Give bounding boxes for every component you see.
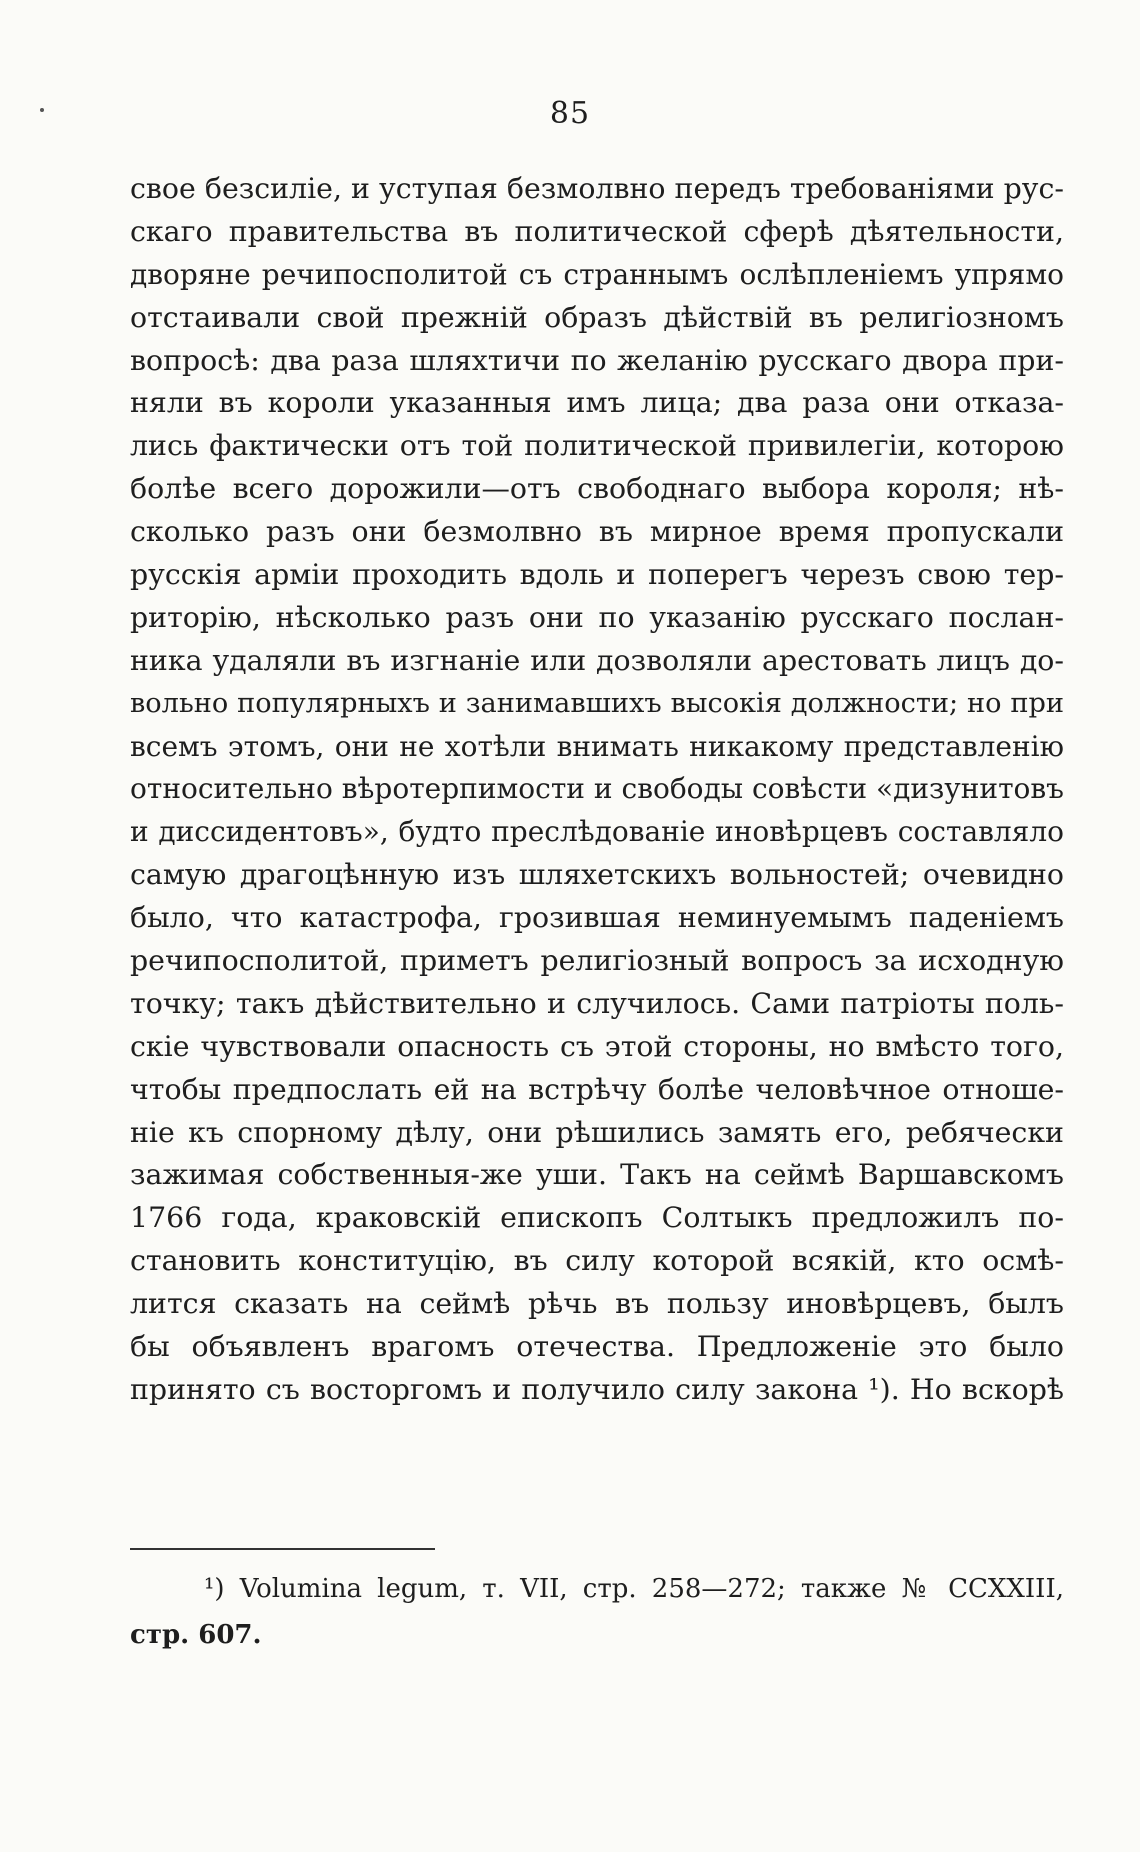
text-line: лится сказать на сеймѣ рѣчь въ пользу иновѣрцевъ, былъ [130,1287,1064,1321]
footnote-line [130,1612,1064,1658]
text-line: отстаивали свой прежній образъ дѣйствій въ религіозномъ [130,300,1064,334]
text-line: всемъ этомъ, они не хотѣли внимать никакому представленію [130,729,1064,763]
text-line: лись фактически отъ той политической привилегіи, которою [130,429,1064,463]
footnote [130,1566,1064,1658]
text-line: свое безсиліе, и уступая безмолвно передъ требованіями рус- [130,172,1064,205]
text-line: самую драгоцѣнную изъ шляхетскихъ вольностей; очевидно [130,858,1064,892]
footnote-divider [130,1548,435,1550]
text-line: становить конституцію, въ силу которой всякій, кто осмѣ- [130,1244,1064,1278]
text-line: скаго правительства въ политической сферѣ дѣятельности, [130,214,1064,248]
text-line: вопросѣ: два раза шляхтичи по желанію русскаго двора при- [130,343,1064,377]
text-line: зажимая собственныя-же уши. Такъ на сеймѣ Варшавскомъ [130,1158,1064,1192]
text-line: относительно вѣротерпимости и свободы совѣсти «дизунитовъ [130,772,1064,806]
text-line: вольно популярныхъ и занимавшихъ высокія должности; но при [130,687,1064,719]
footnote-continuation: стр. 607. [130,1620,262,1650]
text-line: русскія арміи проходить вдоль и поперегъ черезъ свою тер- [130,558,1064,592]
text-line: чтобы предпослать ей на встрѣчу болѣе человѣчное отноше- [130,1072,1064,1106]
footnote-line: ¹) Volumina legum, т. VII, стр. 258—272; также № CCXXIII, [204,1574,1064,1604]
text-line: принято съ восторгомъ и получило силу закона ¹). Но вскорѣ [130,1372,1064,1406]
text-line: и диссидентовъ», будто преслѣдованіе иновѣрцевъ составляло [130,815,1064,849]
text-line: речипосполитой, приметъ религіозный вопросъ за исходную [130,944,1064,978]
text-line: бы объявленъ врагомъ отечества. Предложеніе это было [130,1330,1064,1364]
text-line: 1766 года, краковскій епископъ Солтыкъ предложилъ по- [130,1201,1064,1235]
body-text [130,168,1064,1412]
text-line: няли въ короли указанныя имъ лица; два раза они отказа- [130,386,1064,420]
page-number: 85 [549,96,591,131]
text-line: скіе чувствовали опасность съ этой стороны, но вмѣсто того, [130,1029,1064,1063]
text-line: ніе къ спорному дѣлу, они рѣшились замять его, ребячески [130,1115,1064,1149]
text-line: было, что катастрофа, грозившая неминуемымъ паденіемъ [130,901,1064,935]
text-line: точку; такъ дѣйствительно и случилось. Сами патріоты поль- [130,986,1064,1020]
text-line: сколько разъ они безмолвно въ мирное время пропускали [130,515,1064,549]
text-line: болѣе всего дорожили—отъ свободнаго выбора короля; нѣ- [130,472,1064,506]
text-line: дворяне речипосполитой съ страннымъ ослѣпленіемъ упрямо [130,257,1064,291]
text-line: риторію, нѣсколько разъ они по указанію русскаго послан- [130,600,1064,634]
text-line: ника удаляли въ изгнаніе или дозволяли арестовать лицъ до- [130,643,1064,677]
